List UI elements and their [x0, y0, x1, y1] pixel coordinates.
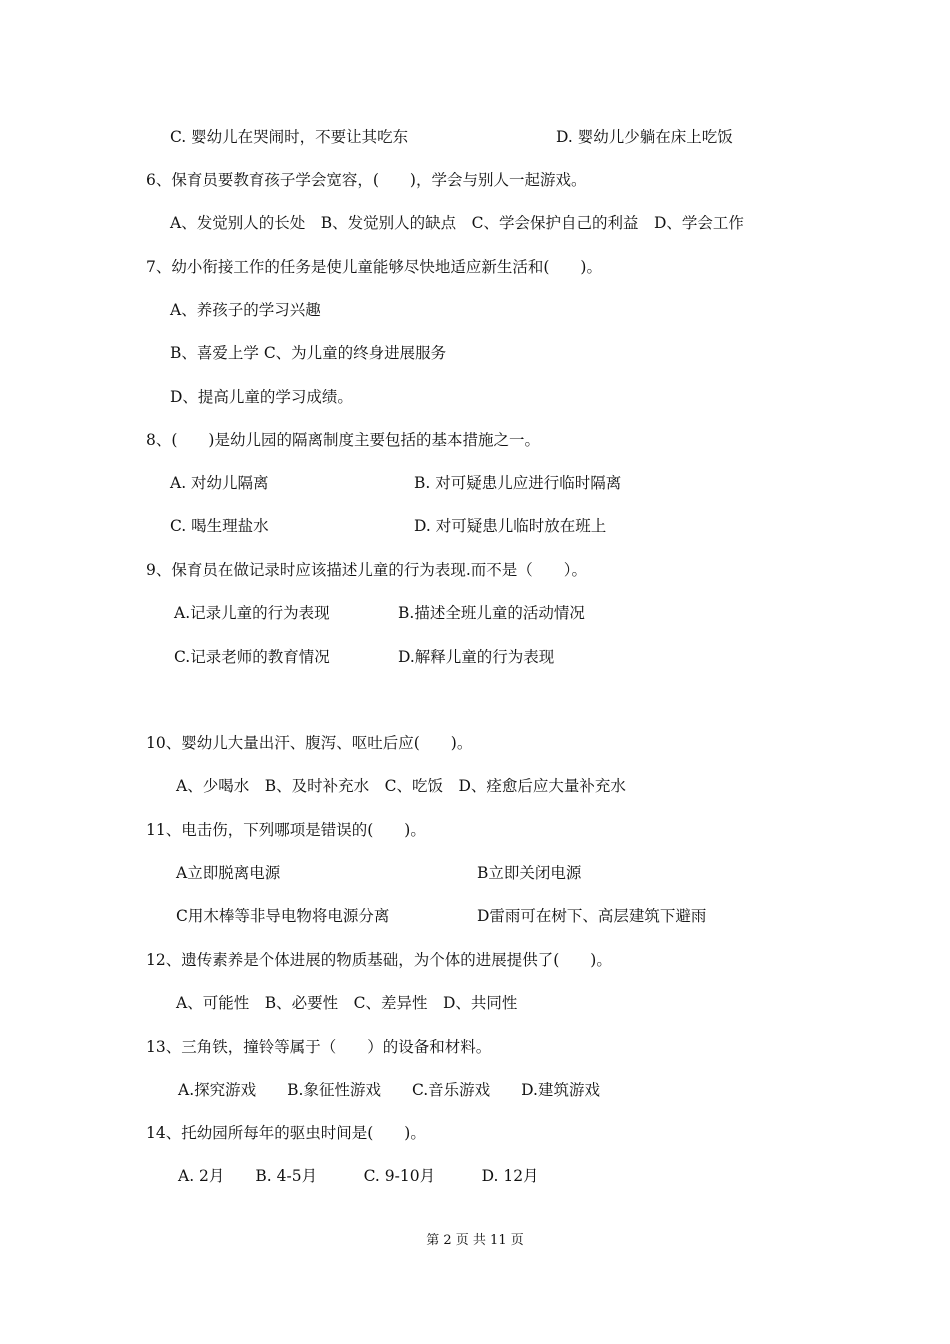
q8-option-a: A. 对幼儿隔离 — [170, 474, 269, 492]
q8-option-c: C. 喝生理盐水 — [170, 517, 269, 535]
q7-option-bc: B、喜爱上学 C、为儿童的终身进展服务 — [170, 344, 447, 362]
q11-option-d: D雷雨可在树下、高层建筑下避雨 — [477, 907, 707, 925]
q10-stem: 10、婴幼儿大量出汗、腹泻、呕吐后应( )。 — [146, 734, 473, 752]
q11-option-c: C用木棒等非导电物将电源分离 — [176, 907, 390, 925]
q7-stem: 7、幼小衔接工作的任务是使儿童能够尽快地适应新生活和( )。 — [146, 258, 602, 276]
q14-stem: 14、托幼园所每年的驱虫时间是( )。 — [146, 1124, 426, 1142]
q9-option-d: D.解释儿童的行为表现 — [398, 648, 555, 666]
q11-option-a: A立即脱离电源 — [176, 864, 281, 882]
q8-stem: 8、( )是幼儿园的隔离制度主要包括的基本措施之一。 — [146, 431, 540, 449]
q14-options: A. 2月 B. 4-5月 C. 9-10月 D. 12月 — [178, 1167, 539, 1185]
q11-option-b: B立即关闭电源 — [477, 864, 582, 882]
q8-option-d: D. 对可疑患儿临时放在班上 — [414, 517, 607, 535]
q13-stem: 13、三角铁，撞铃等属于（ ）的设备和材料。 — [146, 1038, 492, 1056]
q7-option-d: D、提高儿童的学习成绩。 — [170, 388, 353, 406]
q11-stem: 11、电击伤，下列哪项是错误的( )。 — [146, 821, 426, 839]
q12-stem: 12、遗传素养是个体进展的物质基础，为个体的进展提供了( )。 — [146, 951, 612, 969]
q12-options: A、可能性 B、必要性 C、差异性 D、共同性 — [176, 994, 518, 1012]
q9-option-c: C.记录老师的教育情况 — [174, 648, 330, 666]
q13-options: A.探究游戏 B.象征性游戏 C.音乐游戏 D.建筑游戏 — [178, 1081, 600, 1099]
page-footer: 第 2 页 共 11 页 — [426, 1233, 524, 1248]
q9-stem: 9、保育员在做记录时应该描述儿童的行为表现.而不是（ ）。 — [146, 561, 588, 579]
q6-stem: 6、保育员要教育孩子学会宽容，( )，学会与别人一起游戏。 — [146, 171, 587, 189]
q8-option-b: B. 对可疑患儿应进行临时隔离 — [414, 474, 622, 492]
q9-option-a: A.记录儿童的行为表现 — [174, 604, 330, 622]
q9-option-b: B.描述全班儿童的活动情况 — [398, 604, 585, 622]
q6-options: A、发觉别人的长处 B、发觉别人的缺点 C、学会保护自己的利益 D、学会工作 — [170, 214, 744, 232]
q7-option-a: A、养孩子的学习兴趣 — [170, 301, 321, 319]
q10-options: A、少喝水 B、及时补充水 C、吃饭 D、痊愈后应大量补充水 — [176, 777, 626, 795]
q5-option-d: D. 婴幼儿少躺在床上吃饭 — [556, 128, 733, 146]
q5-option-c: C. 婴幼儿在哭闹时，不要让其吃东 — [170, 128, 409, 146]
